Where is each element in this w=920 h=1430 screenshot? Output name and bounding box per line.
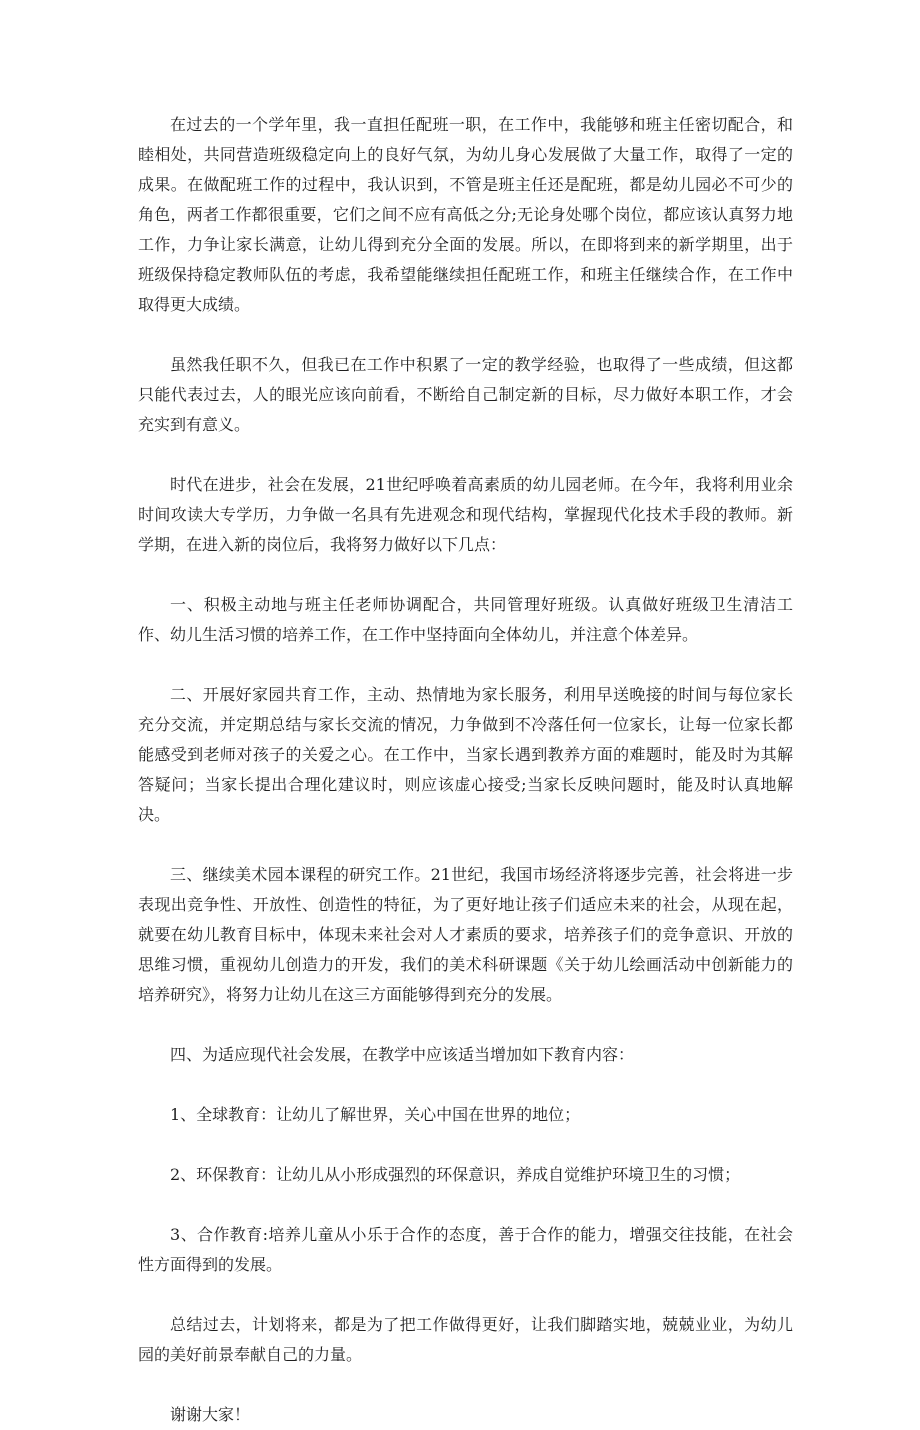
- document-body: [138, 110, 793, 1430]
- paragraph-point-three: 三、继续美术园本课程的研究工作。21世纪，我国市场经济将逐步完善，社会将进一步表现出竞争性、开放性、创造性的特征，为了更好地让孩子们适应未来的社会，从现在起，就要在幼儿教育目标中，体现未来社会对人才素质的要求，培养孩子们的竞争意识、开放的思维习惯，重视幼儿创造力的开发，我们的美术科研课题《关于幼儿绘画活动中创新能力的培养研究》，将努力让幼儿在这三方面能够得到充分的发展。: [138, 865, 793, 1004]
- paragraph-thanks: 谢谢大家！: [170, 1405, 251, 1424]
- paragraph-experience: 虽然我任职不久，但我已在工作中积累了一定的教学经验，也取得了一些成绩，但这都只能代表过去，人的眼光应该向前看，不断给自己制定新的目标，尽力做好本职工作，才会充实到有意义。: [138, 355, 793, 434]
- paragraph-point-two: 二、开展好家园共育工作，主动、热情地为家长服务，利用早送晚接的时间与每位家长充分交流，并定期总结与家长交流的情况，力争做到不冷落任何一位家长，让每一位家长都能感受到老师对孩子的关爱之心。在工作中，当家长遇到教养方面的难题时，能及时为其解答疑问；当家长提出合理化建议时，则应该虚心接受;当家长反映问题时，能及时认真地解决。: [138, 685, 793, 824]
- list-item-cooperation-education: 3、合作教育:培养儿童从小乐于合作的态度，善于合作的能力，增强交往技能，在社会性方面得到的发展。: [138, 1225, 793, 1274]
- paragraph-intro: 在过去的一个学年里，我一直担任配班一职，在工作中，我能够和班主任密切配合，和睦相处，共同营造班级稳定向上的良好气氛，为幼儿身心发展做了大量工作，取得了一定的成果。在做配班工作的过程中，我认识到，不管是班主任还是配班，都是幼儿园必不可少的角色，两者工作都很重要，它们之间不应有高低之分;无论身处哪个岗位，都应该认真努力地工作，力争让家长满意，让幼儿得到充分全面的发展。所以，在即将到来的新学期里，出于班级保持稳定教师队伍的考虑，我希望能继续担任配班工作，和班主任继续合作，在工作中取得更大成绩。: [138, 115, 793, 314]
- paragraph-point-four: 四、为适应现代社会发展，在教学中应该适当增加如下教育内容：: [170, 1045, 635, 1064]
- paragraph-point-one: 一、积极主动地与班主任老师协调配合，共同管理好班级。认真做好班级卫生清洁工作、幼儿生活习惯的培养工作，在工作中坚持面向全体幼儿，并注意个体差异。: [138, 595, 793, 644]
- paragraph-new-semester: 时代在进步，社会在发展，21世纪呼唤着高素质的幼儿园老师。在今年，我将利用业余时间攻读大专学历，力争做一名具有先进观念和现代结构，掌握现代化技术手段的教师。新学期，在进入新的岗位后，我将努力做好以下几点：: [138, 475, 793, 554]
- list-item-global-education: 1、全球教育：让幼儿了解世界，关心中国在世界的地位；: [170, 1105, 581, 1124]
- list-item-environmental-education: 2、环保教育：让幼儿从小形成强烈的环保意识，养成自觉维护环境卫生的习惯；: [170, 1165, 741, 1184]
- paragraph-summary: 总结过去，计划将来，都是为了把工作做得更好，让我们脚踏实地，兢兢业业，为幼儿园的美好前景奉献自己的力量。: [138, 1315, 793, 1364]
